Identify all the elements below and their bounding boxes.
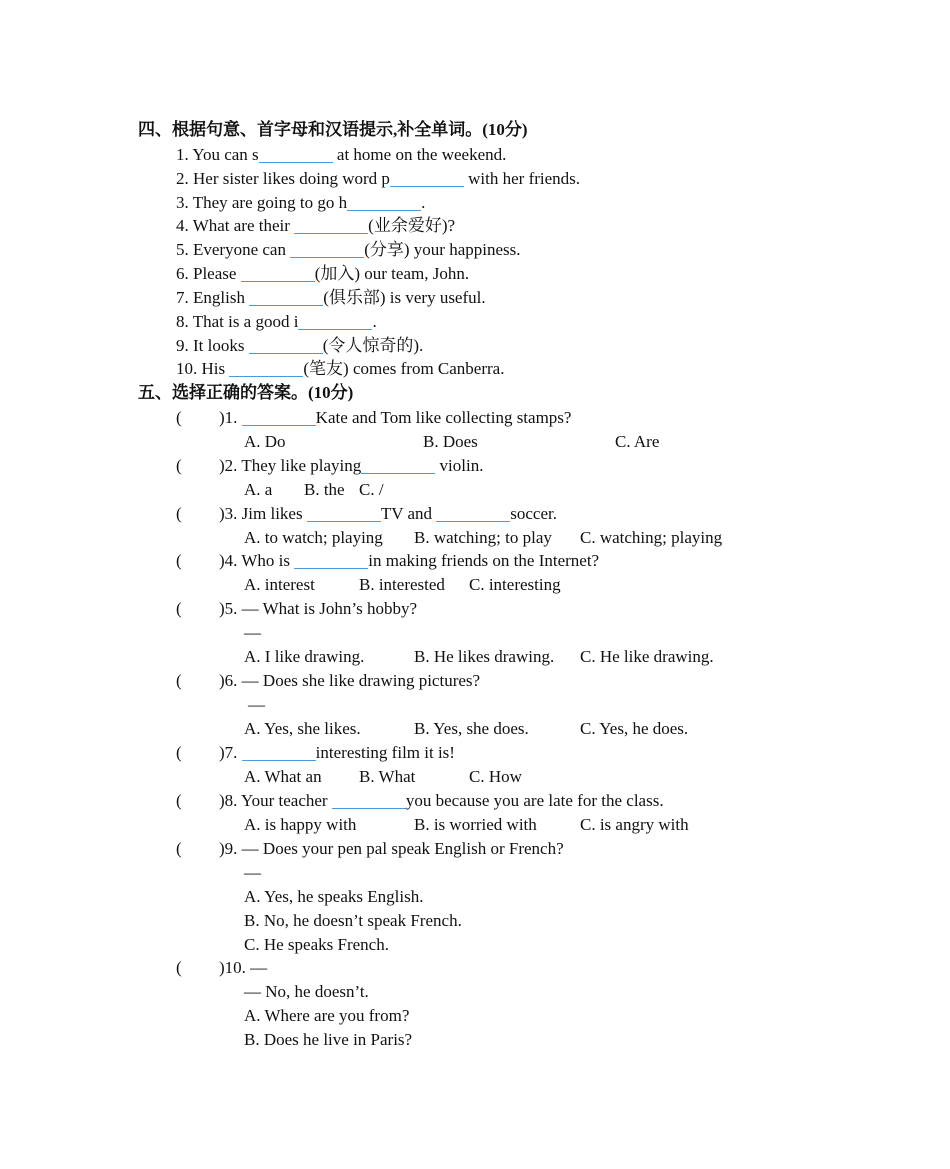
s5-question-1: )1. Kate and Tom like collecting stamps? [219,408,572,427]
option-b[interactable]: B. interested [359,575,445,594]
option-a[interactable]: A. I like drawing. [244,647,365,666]
option-b[interactable]: B. watching; to play [414,528,552,547]
reply-dash: — [248,695,265,714]
reply-dash: — [244,623,261,642]
answer-paren[interactable]: ( [176,958,182,977]
answer-blank [332,791,406,809]
option-c[interactable]: C. He like drawing. [580,647,714,666]
option-c[interactable]: C. is angry with [580,815,689,834]
s4-question-2: 2. Her sister likes doing word p with her friends. [176,169,581,188]
answer-blank[interactable] [229,359,303,377]
section-5-title: 五、选择正确的答案。(10分) [138,383,354,402]
reply-dash: — [244,863,261,882]
s4-question-4: 4. What are their (业余爱好)? [176,216,456,235]
answer-blank [242,743,316,761]
answer-paren[interactable]: ( [176,456,182,475]
option-b[interactable]: B. Does he live in Paris? [244,1030,413,1049]
answer-blank [307,504,381,522]
option-b[interactable]: B. He likes drawing. [414,647,555,666]
option-b[interactable]: B. No, he doesn’t speak French. [244,911,462,930]
option-c[interactable]: C. He speaks French. [244,935,389,954]
option-a[interactable]: A. Do [244,432,286,451]
s5-question-8: )8. Your teacher you because you are late for the class. [219,791,664,810]
s4-question-10: 10. His (笔友) comes from Canberra. [176,359,505,378]
answer-paren[interactable]: ( [176,791,182,810]
option-b[interactable]: B. Does [423,432,478,451]
option-b[interactable]: B. Yes, she does. [414,719,529,738]
s4-question-6: 6. Please (加入) our team, John. [176,264,470,283]
option-b[interactable]: B. is worried with [414,815,537,834]
option-a[interactable]: A. Where are you from? [244,1006,410,1025]
s4-question-1: 1. You can s at home on the weekend. [176,145,507,164]
option-a[interactable]: A. a [244,480,273,499]
option-a[interactable]: A. What an [244,767,322,786]
s5-question-2: )2. They like playing violin. [219,456,484,475]
answer-blank[interactable] [347,193,421,211]
answer-blank[interactable] [249,336,323,354]
option-a[interactable]: A. interest [244,575,315,594]
option-b[interactable]: B. What [359,767,416,786]
option-c[interactable]: C. watching; playing [580,528,723,547]
s5-question-7: )7. interesting film it is! [219,743,455,762]
answer-blank [242,408,316,426]
s4-question-7: 7. English (俱乐部) is very useful. [176,288,486,307]
section-4-title: 四、根据句意、首字母和汉语提示,补全单词。(10分) [138,120,528,139]
answer-blank[interactable] [249,288,323,306]
answer-blank [436,504,510,522]
answer-blank[interactable] [298,312,372,330]
s5-question-5: )5. — What is John’s hobby? [219,599,418,618]
answer-blank[interactable] [390,169,464,187]
answer-paren[interactable]: ( [176,504,182,523]
answer-blank[interactable] [294,216,368,234]
answer-paren[interactable]: ( [176,551,182,570]
answer-paren[interactable]: ( [176,839,182,858]
s5-question-4: )4. Who is in making friends on the Internet? [219,551,600,570]
answer-paren[interactable]: ( [176,671,182,690]
option-b[interactable]: B. the [304,480,345,499]
answer-paren[interactable]: ( [176,599,182,618]
s5-question-10: )10. — [219,958,268,977]
s4-question-5: 5. Everyone can (分享) your happiness. [176,240,521,259]
answer-blank[interactable] [290,240,364,258]
answer-paren[interactable]: ( [176,743,182,762]
option-c[interactable]: C. Yes, he does. [580,719,689,738]
option-c[interactable]: C. How [469,767,522,786]
reply-line: — No, he doesn’t. [244,982,369,1001]
option-a[interactable]: A. to watch; playing [244,528,383,547]
answer-blank [294,551,368,569]
s4-question-9: 9. It looks (令人惊奇的). [176,336,424,355]
s5-question-3: )3. Jim likes TV and soccer. [219,504,557,523]
option-c[interactable]: C. interesting [469,575,561,594]
answer-blank[interactable] [259,145,333,163]
s4-question-3: 3. They are going to go h . [176,193,426,212]
s4-question-8: 8. That is a good i . [176,312,377,331]
answer-blank [361,456,435,474]
option-a[interactable]: A. Yes, he speaks English. [244,887,424,906]
answer-blank[interactable] [241,264,315,282]
s5-question-6: )6. — Does she like drawing pictures? [219,671,481,690]
option-a[interactable]: A. Yes, she likes. [244,719,361,738]
answer-paren[interactable]: ( [176,408,182,427]
s5-question-9: )9. — Does your pen pal speak English or French? [219,839,564,858]
option-c[interactable]: C. Are [615,432,660,451]
option-c[interactable]: C. / [359,480,384,499]
option-a[interactable]: A. is happy with [244,815,357,834]
